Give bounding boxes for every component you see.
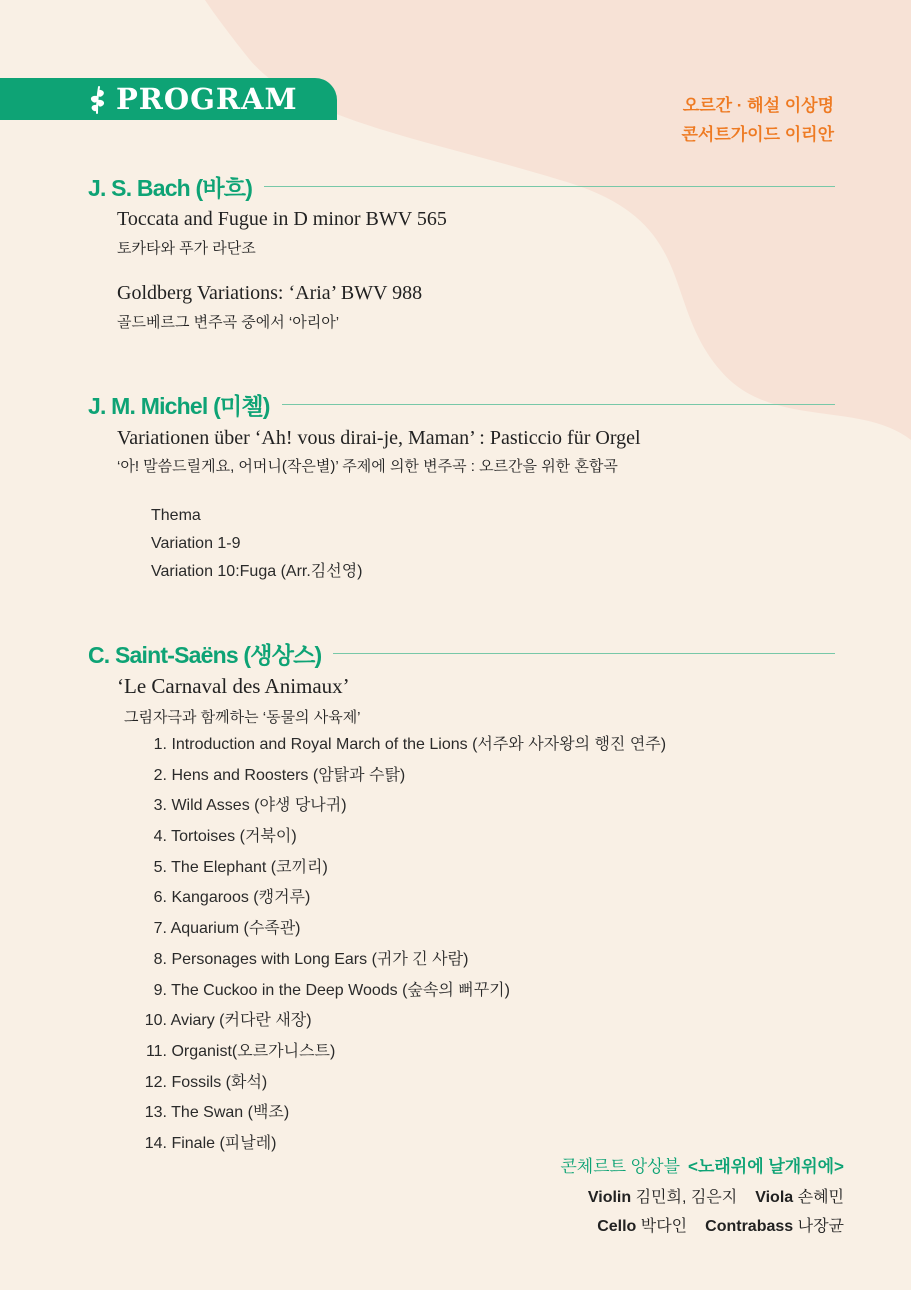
performer-names: 손혜민: [797, 1189, 844, 1206]
ensemble-title: [560, 1152, 844, 1177]
instrument-label: Viola: [755, 1189, 794, 1206]
ensemble-credits: [560, 1152, 844, 1241]
performer-row: [560, 1183, 844, 1212]
list-item: 4. Tortoises (거북이): [153, 828, 297, 846]
list-item: 1. Introduction and Royal March of the Lions (서주와 사자왕의 행진 연주): [153, 736, 667, 753]
list-item: 9. The Cuckoo in the Deep Woods (숲속의 뻐꾸기): [153, 981, 510, 999]
work-subtitle: 그림자극과 함께하는 ‘동물의 사육제’: [124, 709, 361, 726]
list-item: 8. Personages with Long Ears (귀가 긴 사람): [153, 950, 469, 968]
composer-name: J. S. Bach (바흐): [88, 175, 253, 201]
list-item: 11. Organist(오르가니스트): [145, 1042, 336, 1060]
list-item: Variation 10:Fuga (Arr.김선영): [151, 563, 363, 580]
ensemble-label: 콘체르트 앙상블: [560, 1157, 681, 1176]
performer-row: [560, 1212, 844, 1241]
list-item: Thema: [151, 507, 201, 524]
credits: [681, 91, 834, 149]
divider-line: [333, 653, 835, 654]
list-item: 10. Aviary (커다란 새장): [144, 1012, 312, 1030]
list-item: 7. Aquarium (수족관): [153, 920, 301, 938]
instrument-label: Cello: [597, 1218, 637, 1235]
composer-name: J. M. Michel (미첼): [88, 393, 270, 419]
divider-line: [264, 186, 835, 187]
composer-heading-saint-saens: [88, 637, 835, 670]
variation-list: [151, 502, 362, 586]
composer-heading-bach: [88, 170, 835, 203]
list-item: 3. Wild Asses (야생 당나귀): [153, 797, 347, 815]
composer-heading-michel: [88, 388, 835, 421]
work-subtitle: ‘아! 말씀드릴게요, 어머니(작은별)’ 주제에 의한 변주곡 : 오르간을 위한 혼합곡: [117, 458, 618, 475]
performer-names: 박다인: [640, 1218, 688, 1235]
instrument-label: Violin: [587, 1189, 632, 1206]
work-title: Variationen über ‘Ah! vous dirai-je, Maman’ : Pasticcio für Orgel: [117, 427, 641, 449]
program-title: PROGRAM: [116, 82, 298, 116]
work-subtitle: 토카타와 푸가 라단조: [117, 240, 256, 257]
credit-organ-commentary: 오르간 · 해설 이상명: [682, 96, 834, 115]
list-item: 5. The Elephant (코끼리): [153, 858, 328, 876]
performer-names: 나장균: [797, 1218, 844, 1235]
work-title: Toccata and Fugue in D minor BWV 565: [117, 208, 447, 230]
list-item: 12. Fossils (화석): [144, 1073, 268, 1091]
instrument-label: Contrabass: [705, 1218, 794, 1235]
list-item: 13. The Swan (백조): [144, 1104, 290, 1122]
list-item: Variation 1-9: [151, 535, 241, 552]
composer-name: C. Saint-Saëns (생상스): [88, 642, 322, 668]
movement-list: [136, 730, 666, 1160]
list-item: 2. Hens and Roosters (암탉과 수탉): [153, 766, 406, 784]
divider-line: [282, 404, 835, 405]
performer-names: 김민희, 김은지: [635, 1189, 738, 1206]
work-title: Goldberg Variations: ‘Aria’ BWV 988: [117, 282, 423, 304]
list-item: 14. Finale (피날레): [144, 1134, 277, 1152]
leaf-icon: [86, 84, 108, 114]
work-title: ‘Le Carnaval des Animaux’: [117, 674, 350, 698]
ensemble-name: <노래위에 날개위에>: [688, 1157, 844, 1176]
list-item: 6. Kangaroos (캥거루): [153, 889, 311, 907]
credit-concert-guide: 콘서트가이드 이리안: [681, 125, 834, 144]
work-subtitle: 골드베르그 변주곡 중에서 ‘아리아’: [117, 314, 340, 331]
program-header-tab: [0, 78, 337, 120]
